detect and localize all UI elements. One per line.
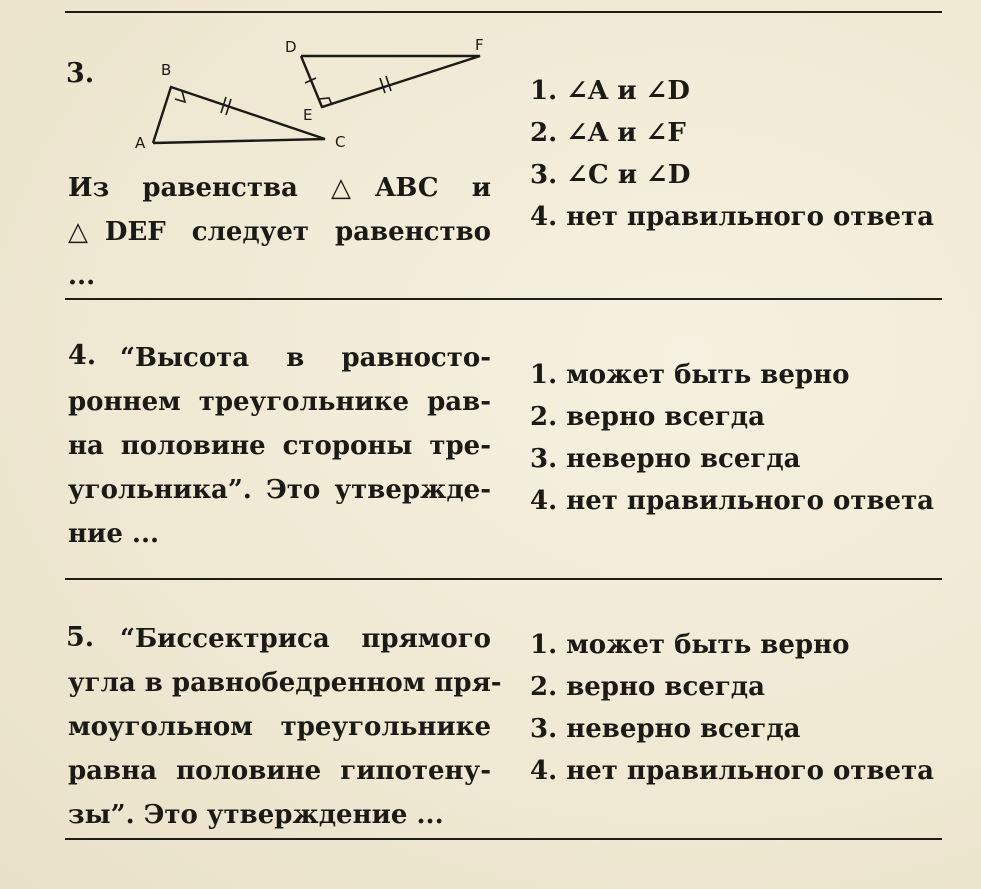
question-5-text <box>68 617 502 837</box>
question-4-line-3: на половине стороны тре- <box>68 431 491 461</box>
divider-top <box>65 11 942 13</box>
divider-bottom <box>65 838 942 840</box>
question-4-options <box>530 354 934 522</box>
question-5-line-2: угла в равнобедренном пря- <box>68 668 502 698</box>
triangle-def <box>301 56 480 107</box>
question-3-option-1: 1. ∠A и ∠D <box>530 76 690 106</box>
question-3-option-2: 2. ∠A и ∠F <box>530 118 686 148</box>
label-a: A <box>135 134 146 152</box>
triangle-abc <box>153 87 325 143</box>
question-5-option-3: 3. неверно всегда <box>530 714 801 744</box>
question-3-options <box>530 70 934 238</box>
question-5-option-1: 1. может быть верно <box>530 630 850 660</box>
question-4-line-5: ние ... <box>68 519 160 549</box>
tick-ef-2 <box>386 76 391 91</box>
question-4-line-4: угольника”. Это утвержде- <box>68 475 491 505</box>
label-b: B <box>161 61 172 79</box>
divider-3-4 <box>65 298 942 300</box>
question-4-text <box>68 336 491 556</box>
question-4-number: 4. <box>68 340 97 371</box>
question-3-number: 3. <box>66 58 95 89</box>
question-3-line-3: ... <box>68 261 96 291</box>
question-5-line-3: моугольном треугольнике <box>68 712 491 742</box>
question-3-option-4: 4. нет правильного ответа <box>530 202 935 232</box>
label-f: F <box>475 36 484 54</box>
question-4-line-2: роннем треугольнике рав- <box>68 387 491 417</box>
triangles-figure <box>135 35 515 155</box>
label-c: C <box>335 133 346 151</box>
question-5-option-4: 4. нет правильного ответа <box>530 756 935 786</box>
question-4-line-1: “Высота в равносто- <box>120 343 491 373</box>
tick-ef-1 <box>380 78 385 93</box>
question-5-line-1: “Биссектриса прямого <box>120 624 491 654</box>
question-3-line-2: △DEF следует равенство <box>68 217 491 247</box>
question-3-text <box>68 166 491 298</box>
question-5-option-2: 2. верно всегда <box>530 672 765 702</box>
question-4-option-3: 3. неверно всегда <box>530 444 801 474</box>
question-3-line-1: Из равенства △ABC и <box>68 173 491 203</box>
question-4-option-4: 4. нет правильного ответа <box>530 486 935 516</box>
question-4-option-2: 2. верно всегда <box>530 402 765 432</box>
question-5-line-5: зы”. Это утверждение ... <box>68 800 444 830</box>
question-4-option-1: 1. может быть верно <box>530 360 850 390</box>
label-e: E <box>303 106 313 124</box>
right-angle-b-mark <box>175 91 185 102</box>
divider-4-5 <box>65 578 942 580</box>
question-3-option-3: 3. ∠C и ∠D <box>530 160 691 190</box>
question-5-options <box>530 624 934 792</box>
question-5-number: 5. <box>66 622 95 653</box>
question-5-line-4: равна половине гипотену- <box>68 756 491 786</box>
label-d: D <box>285 38 297 56</box>
